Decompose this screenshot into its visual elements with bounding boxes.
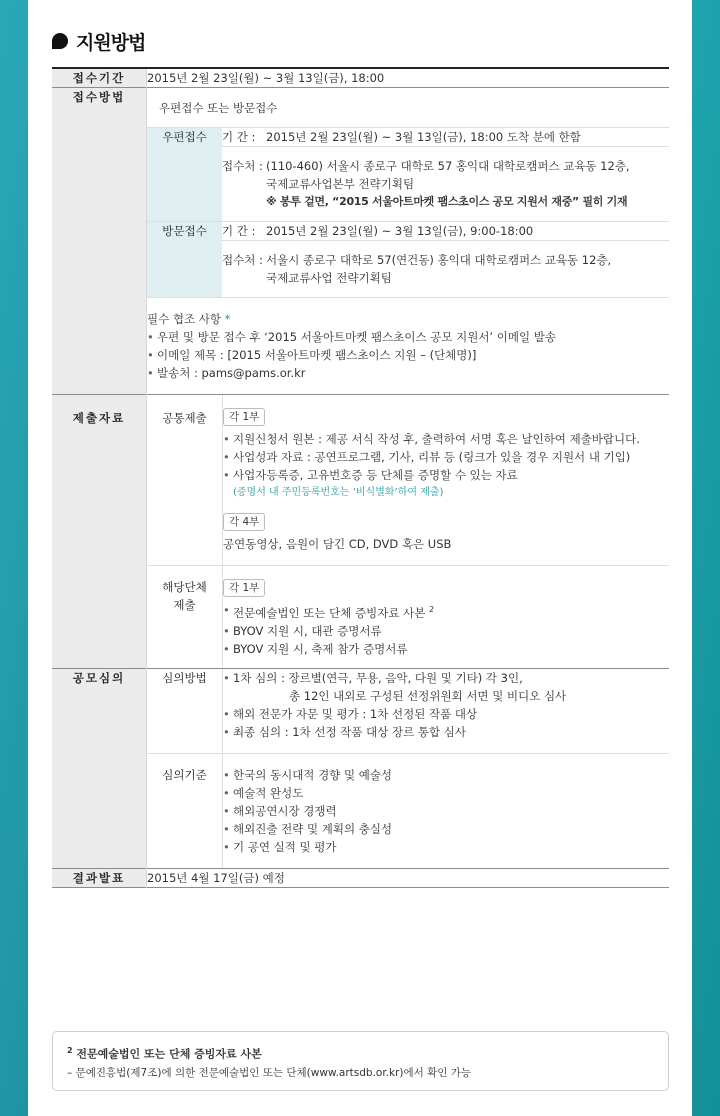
mail-addr-note: ※ 봉투 겉면, “2015 서울아트마켓 팸스초이스 공모 지원서 재중” 필히 기재 bbox=[266, 195, 628, 208]
footnote-title-line bbox=[67, 1042, 654, 1064]
sub-label-specific bbox=[147, 566, 223, 668]
doc-media: 공연동영상, 음원이 담긴 CD, DVD 혹은 USB bbox=[223, 537, 452, 551]
required-item: • 발송처 : pams@pams.or.kr bbox=[147, 364, 669, 382]
mail-addr-label: 접수처 : bbox=[222, 159, 263, 173]
sub-label-review-method: 심의방법 bbox=[147, 669, 223, 754]
mail-addr-line2: 국제교류사업본부 전략기획팀 bbox=[266, 177, 415, 191]
row-label-review: 공모심의 bbox=[52, 668, 147, 868]
visit-period-label: 기 간 : bbox=[222, 224, 256, 238]
review-subtable bbox=[147, 669, 669, 868]
visit-addr-label: 접수처 : bbox=[222, 253, 263, 267]
required-item: • 우편 및 방문 접수 후 ‘2015 서울아트마켓 팸스초이스 공모 지원서’ 이메일 발송 bbox=[147, 328, 669, 346]
mail-addr-line1: (110-460) 서울시 종로구 대학로 57 홍익대 대학로캠퍼스 교육동 12층, bbox=[266, 159, 630, 173]
application-table bbox=[52, 67, 669, 888]
doc-item: • BYOV 지원 시, 축제 참가 증명서류 bbox=[223, 640, 669, 658]
content-panel bbox=[28, 0, 692, 1116]
review-item: • 최종 심의 : 1차 선정 작품 대상 장르 통합 심사 bbox=[223, 723, 669, 741]
required-item: • 이메일 제목 : [2015 서울아트마켓 팸스초이스 지원 – (단체명)] bbox=[147, 346, 669, 364]
doc-item: • BYOV 지원 시, 대관 증명서류 bbox=[223, 622, 669, 640]
row-period bbox=[52, 68, 669, 88]
row-label-documents: 제출자료 bbox=[52, 395, 147, 669]
footnote-number: 2 bbox=[67, 1046, 73, 1055]
sub-label-specific-line2: 제출 bbox=[173, 598, 196, 612]
mail-address bbox=[222, 147, 669, 222]
doc-item: • 지원신청서 원본 : 제공 서식 작성 후, 출력하여 서명 혹은 날인하여 제출바랍니다. bbox=[223, 430, 669, 448]
doc-item bbox=[223, 601, 669, 622]
row-label-result: 결과발표 bbox=[52, 868, 147, 887]
row-label-period: 접수기간 bbox=[52, 68, 147, 88]
documents-subtable bbox=[147, 395, 669, 668]
period-value: 2015년 2월 23일(월) ~ 3월 13일(금), 18:00 bbox=[147, 71, 385, 85]
sub-label-common: 공통제출 bbox=[147, 395, 223, 566]
footnote-text: – 문예진흥법(제7조)에 의한 전문예술법인 또는 단체(www.artsdb.or.kr)에서 확인 가능 bbox=[67, 1066, 472, 1079]
visit-addr-line1: 서울시 종로구 대학로 57(연건동) 홍익대 대학로캠퍼스 교육동 12층, bbox=[266, 253, 612, 267]
mail-period bbox=[222, 128, 669, 147]
result-value: 2015년 4월 17일(금) 예정 bbox=[147, 870, 285, 885]
mail-period-label: 기 간 : bbox=[222, 130, 256, 144]
visit-address bbox=[222, 241, 669, 298]
row-method bbox=[52, 88, 669, 395]
doc-item: • 사업성과 자료 : 공연프로그램, 기사, 리뷰 등 (링크가 있을 경우 지원서 내 기입) bbox=[223, 448, 669, 466]
mail-period-text: 2015년 2월 23일(월) ~ 3월 13일(금), 18:00 도착 분에 한함 bbox=[266, 130, 581, 144]
section-title: 지원방법 bbox=[76, 31, 146, 54]
common-docs bbox=[223, 395, 670, 566]
row-label-method: 접수방법 bbox=[52, 88, 147, 395]
criteria-item: • 예술적 완성도 bbox=[223, 784, 669, 802]
review-item: • 1차 심의 : 장르별(연극, 무용, 음악, 다원 및 기타) 각 3인, bbox=[223, 669, 669, 687]
count-badge: 각 1부 bbox=[223, 579, 265, 597]
review-criteria bbox=[223, 753, 670, 868]
review-method bbox=[223, 669, 670, 754]
heading-bullet-icon bbox=[52, 33, 68, 49]
visit-period bbox=[222, 222, 669, 241]
row-documents bbox=[52, 395, 669, 669]
row-result bbox=[52, 868, 669, 887]
count-badge: 각 4부 bbox=[223, 513, 265, 531]
doc-item: • 사업자등록증, 고유번호증 등 단체를 증명할 수 있는 자료 bbox=[223, 466, 669, 484]
method-subtable bbox=[147, 127, 669, 394]
doc-note: (증명서 내 주민등록번호는 ‘비식별화’하여 제출) bbox=[233, 487, 444, 498]
footnote-box bbox=[52, 1031, 669, 1091]
specific-docs bbox=[223, 566, 670, 668]
sub-label-criteria: 심의기준 bbox=[147, 753, 223, 868]
visit-addr-line2: 국제교류사업 전략기획팀 bbox=[266, 271, 392, 285]
doc-item-text: 전문예술법인 또는 단체 증빙자료 사본 bbox=[233, 605, 426, 620]
visit-period-text: 2015년 2월 23일(월) ~ 3월 13일(금), 9:00-18:00 bbox=[266, 224, 534, 238]
footnote-ref: 2 bbox=[429, 605, 435, 614]
criteria-item: • 해외진출 전략 및 계획의 충실성 bbox=[223, 820, 669, 838]
footnote-title: 전문예술법인 또는 단체 증빙자료 사본 bbox=[76, 1047, 262, 1061]
review-item: • 해외 전문가 자문 및 평가 : 1차 선정된 작품 대상 bbox=[223, 705, 669, 723]
sub-label-visit: 방문접수 bbox=[147, 222, 222, 298]
sub-label-specific-line1: 해당단체 bbox=[162, 580, 207, 594]
required-title: 필수 협조 사항 bbox=[147, 312, 221, 326]
row-review bbox=[52, 668, 669, 868]
criteria-item: • 한국의 동시대적 경향 및 예술성 bbox=[223, 766, 669, 784]
required-section bbox=[147, 298, 669, 395]
criteria-item: • 기 공연 실적 및 평가 bbox=[223, 838, 669, 856]
sub-label-mail: 우편접수 bbox=[147, 128, 222, 222]
criteria-item: • 해외공연시장 경쟁력 bbox=[223, 802, 669, 820]
review-item-continued: 총 12인 내외로 구성된 선정위원회 서면 및 비디오 심사 bbox=[289, 688, 567, 703]
count-badge: 각 1부 bbox=[223, 408, 265, 426]
method-intro: 우편접수 또는 방문접수 bbox=[159, 101, 278, 115]
section-heading bbox=[52, 28, 145, 54]
required-asterisk: * bbox=[224, 312, 231, 326]
